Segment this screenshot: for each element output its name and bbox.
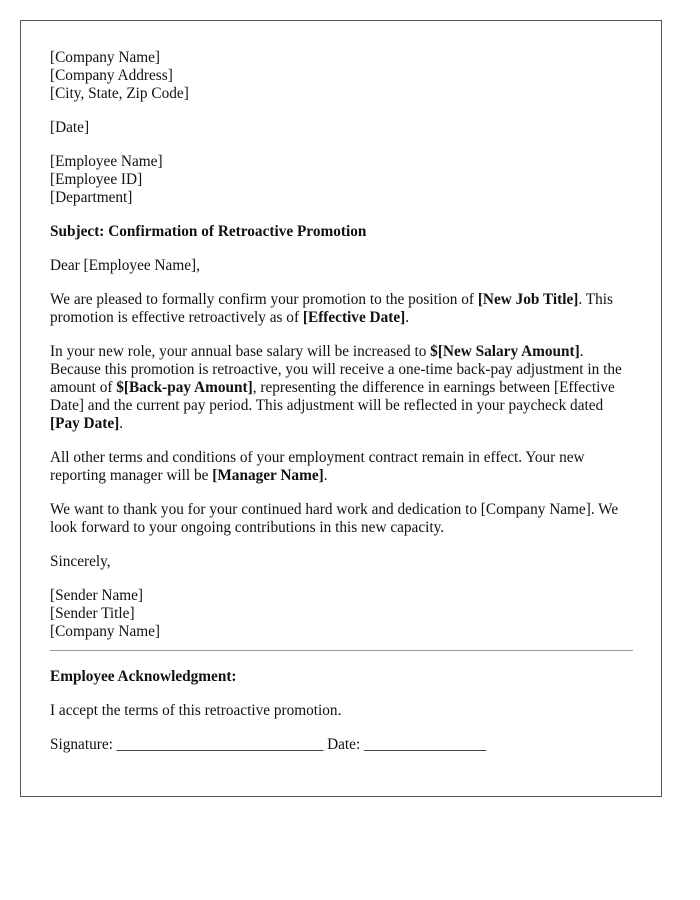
acknowledgment-statement: I accept the terms of this retroactive promotion. [50, 702, 342, 719]
date-block [50, 119, 632, 137]
signature-label: Signature: [50, 736, 113, 753]
subject-text: Subject: Confirmation of Retroactive Promotion [50, 223, 367, 240]
sender-address-block [50, 49, 632, 103]
new-job-title-field: [New Job Title] [477, 291, 579, 308]
sender-name: [Sender Name] [50, 587, 144, 604]
recipient-block [50, 153, 632, 207]
paragraph-promotion [50, 291, 632, 327]
manager-name-field: [Manager Name] [212, 467, 324, 484]
sender-company-name: [Company Name] [50, 49, 161, 66]
subject-line [50, 223, 632, 241]
paragraph-salary-text-d: . [119, 415, 124, 432]
effective-date-field: [Effective Date] [302, 309, 406, 326]
paragraph-promotion-text-a: We are pleased to formally confirm your promotion to the position of [50, 291, 478, 308]
sender-city-state-zip: [City, State, Zip Code] [50, 85, 189, 102]
recipient-department: [Department] [50, 189, 133, 206]
paragraph-promotion-text-b: . This promotion is effective retroactively as of [50, 291, 613, 326]
paragraph-terms-text-b: . [323, 467, 328, 484]
salutation: Dear [Employee Name], [50, 257, 200, 274]
paragraph-salary-text-b: . Because this promotion is retroactive, you will receive a one-time back-pay adjustment in the amount of [50, 343, 622, 396]
letter-date: [Date] [50, 119, 90, 136]
letter-document [20, 20, 662, 797]
acknowledgment-signature-row [50, 736, 632, 754]
acknowledgment-heading [50, 668, 632, 686]
signature-company-name: [Company Name] [50, 623, 161, 640]
recipient-employee-id: [Employee ID] [50, 171, 143, 188]
paragraph-promotion-text-c: . [405, 309, 410, 326]
date-line[interactable]: ________________ [364, 736, 487, 753]
paragraph-salary-text-c: , representing the difference in earnings between [Effective Date] and the current pay period. This adjustment will be reflected in your paycheck dated [50, 379, 615, 414]
recipient-employee-name: [Employee Name] [50, 153, 163, 170]
paragraph-thanks: We want to thank you for your continued hard work and dedication to [Company Name]. We look forward to your ongoing contributions in this new capacity. [50, 501, 619, 536]
sender-title: [Sender Title] [50, 605, 135, 622]
signature-line[interactable]: ___________________________ [116, 736, 324, 753]
acknowledgment-divider [50, 650, 633, 651]
new-salary-field: $[New Salary Amount] [430, 343, 580, 360]
paragraph-salary [50, 343, 632, 433]
sender-company-address: [Company Address] [50, 67, 173, 84]
paragraph-terms [50, 449, 632, 485]
date-label: Date: [327, 736, 361, 753]
backpay-amount-field: $[Back-pay Amount] [116, 379, 253, 396]
acknowledgment-heading-text: Employee Acknowledgment: [50, 668, 237, 685]
paragraph-salary-text-a: In your new role, your annual base salary will be increased to [50, 343, 431, 360]
pay-date-field: [Pay Date] [50, 415, 120, 432]
signature-block [50, 587, 632, 641]
paragraph-terms-text-a: All other terms and conditions of your employment contract remain in effect. Your new reporting manager will be [50, 449, 585, 484]
closing: Sincerely, [50, 553, 111, 570]
